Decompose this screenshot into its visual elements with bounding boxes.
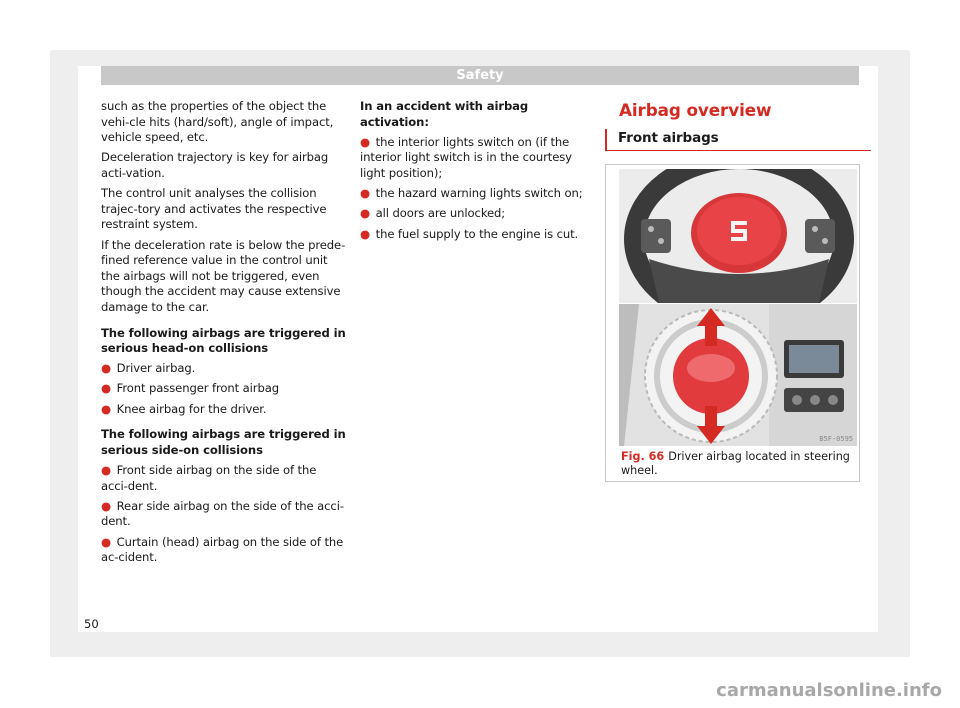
list-item: ● Rear side airbag on the side of the acci-dent. (101, 498, 344, 529)
bullet-icon: ● (101, 498, 112, 513)
airbag-deployment-illustration (619, 304, 857, 446)
bullet-icon: ● (360, 206, 371, 221)
list-heading: The following airbags are triggered in serious head-on collisions (101, 325, 346, 356)
page-number: 50 (84, 617, 99, 631)
text-column-3 (619, 99, 861, 151)
list-item: ● all doors are unlocked; (360, 206, 506, 221)
bullet-icon: ● (101, 463, 112, 478)
list-item: ● the hazard warning lights switch on; (360, 186, 583, 201)
list-item: ● the interior lights switch on (if the interior light switch is in the courtesy light position); (360, 134, 572, 180)
bullet-icon: ● (101, 381, 112, 396)
list-heading: The following airbags are triggered in serious side-on collisions (101, 427, 346, 457)
airbag-icon (619, 304, 857, 446)
bullet-icon: ● (101, 534, 112, 549)
bullet-icon: ● (360, 134, 371, 149)
section-header: Safety (101, 66, 859, 85)
figure-caption (621, 450, 853, 477)
paragraph: If the deceleration rate is below the prede-fined reference value in the control unit the airbags will not be triggered, even though the accident may cause extensive damage to the car. (101, 237, 346, 314)
list-item: ● Knee airbag for the driver. (101, 401, 267, 416)
paragraph: such as the properties of the object the vehi-cle hits (hard/soft), angle of impact, vehicle speed, etc. (101, 99, 334, 145)
text-column-1 (101, 99, 346, 570)
list-item: ● Driver airbag. (101, 361, 196, 376)
bullet-icon: ● (101, 401, 112, 416)
text-column-2 (360, 99, 600, 247)
steering-wheel-illustration (619, 169, 857, 303)
bullet-icon: ● (360, 186, 371, 201)
list-item: ● Front passenger front airbag (101, 381, 279, 396)
bullet-icon: ● (101, 361, 112, 376)
figure-label: Fig. 66 (621, 450, 665, 463)
figure-66 (605, 164, 860, 482)
figure-caption-text: Driver airbag located in steering wheel. (621, 450, 850, 477)
steering-wheel-icon (619, 169, 857, 303)
paragraph: Deceleration trajectory is key for airbag acti-vation. (101, 150, 329, 180)
figure-code: B5F-0595 (819, 435, 853, 443)
list-item: ● the fuel supply to the engine is cut. (360, 226, 579, 241)
footer-watermark: carmanualsonline.info (716, 680, 942, 701)
list-item: ● Curtain (head) airbag on the side of the ac-cident. (101, 534, 344, 565)
paragraph: The control unit analyses the collision trajec-tory and activates the respective restraint system. (101, 186, 327, 232)
list-heading: In an accident with airbag activation: (360, 99, 529, 129)
subsection-title: Front airbags (605, 129, 871, 151)
list-item: ● Front side airbag on the side of the acci-dent. (101, 463, 317, 493)
section-title: Airbag overview (619, 100, 772, 120)
bullet-icon: ● (360, 226, 371, 241)
